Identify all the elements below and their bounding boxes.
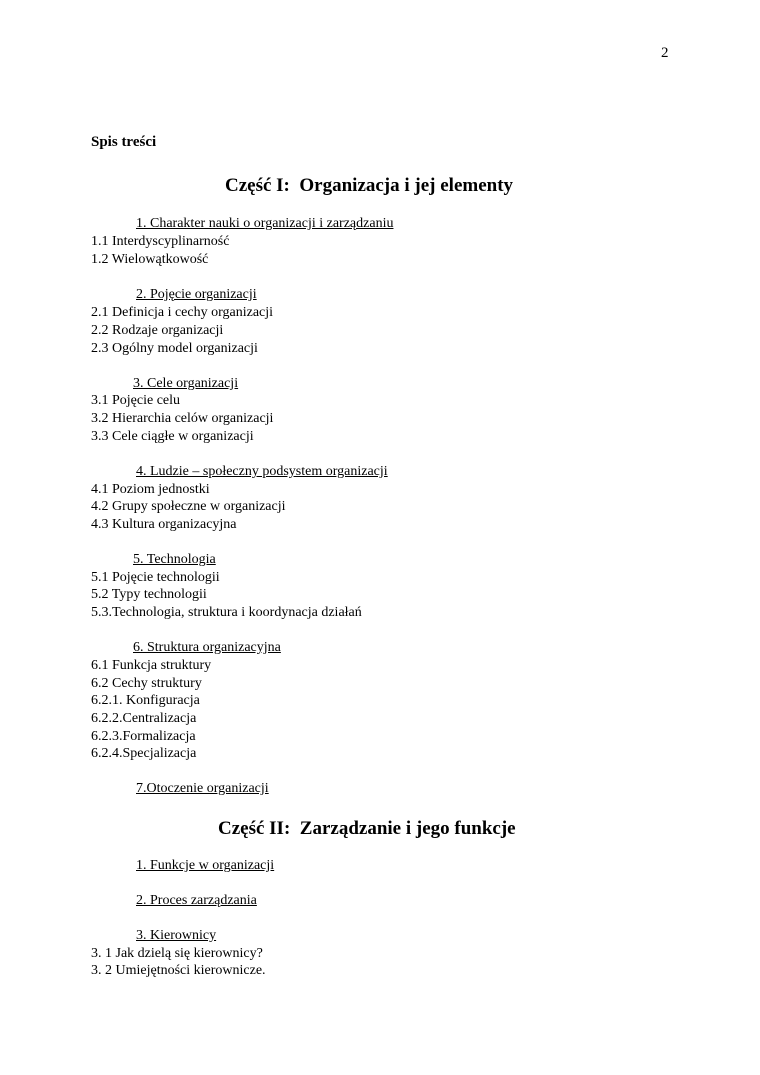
toc-item[interactable]: 5.3.Technologia, struktura i koordynacja działań xyxy=(91,605,362,620)
toc-item[interactable]: 4.1 Poziom jednostki xyxy=(91,482,210,497)
toc-item[interactable]: 4.3 Kultura organizacyjna xyxy=(91,517,237,532)
toc-item[interactable]: 3. 2 Umiejętności kierownicze. xyxy=(91,963,266,978)
chapter-3-title[interactable]: 3. Cele organizacji xyxy=(133,376,239,391)
chapter-7-title[interactable]: 7.Otoczenie organizacji xyxy=(136,781,269,796)
toc-item[interactable]: 5.2 Typy technologii xyxy=(91,587,207,602)
chapter-4-title[interactable]: 4. Ludzie – społeczny podsystem organizacji xyxy=(136,464,388,479)
part2-chapter-1-title[interactable]: 1. Funkcje w organizacji xyxy=(136,858,275,873)
chapter-6-title[interactable]: 6. Struktura organizacyjna xyxy=(133,640,281,655)
toc-item[interactable]: 3. 1 Jak dzielą się kierownicy? xyxy=(91,946,263,961)
toc-heading: Spis treści xyxy=(91,134,157,150)
part-2-title: Część II: Zarządzanie i jego funkcje xyxy=(218,818,516,839)
toc-item[interactable]: 6.1 Funkcja struktury xyxy=(91,658,212,673)
chapter-1-title[interactable]: 1. Charakter nauki o organizacji i zarządzaniu xyxy=(136,216,394,231)
part-1-title: Część I: Organizacja i jej elementy xyxy=(225,175,514,196)
toc-item[interactable]: 5.1 Pojęcie technologii xyxy=(91,570,220,585)
toc-item[interactable]: 6.2 Cechy struktury xyxy=(91,676,202,691)
chapter-5-title[interactable]: 5. Technologia xyxy=(133,552,216,567)
toc-item[interactable]: 6.2.1. Konfiguracja xyxy=(91,693,200,708)
toc-item[interactable]: 6.2.3.Formalizacja xyxy=(91,729,196,744)
part2-chapter-2-title[interactable]: 2. Proces zarządzania xyxy=(136,893,257,908)
toc-item[interactable]: 3.1 Pojęcie celu xyxy=(91,393,181,408)
toc-item[interactable]: 2.2 Rodzaje organizacji xyxy=(91,323,224,338)
toc-item[interactable]: 3.3 Cele ciągłe w organizacji xyxy=(91,429,254,444)
toc-item[interactable]: 1.2 Wielowątkowość xyxy=(91,252,209,267)
part2-chapter-3-title[interactable]: 3. Kierownicy xyxy=(136,928,217,943)
chapter-2-title[interactable]: 2. Pojęcie organizacji xyxy=(136,287,257,302)
toc-item[interactable]: 4.2 Grupy społeczne w organizacji xyxy=(91,499,286,514)
toc-item[interactable]: 6.2.4.Specjalizacja xyxy=(91,746,197,761)
page-number: 2 xyxy=(661,45,669,61)
toc-item[interactable]: 2.1 Definicja i cechy organizacji xyxy=(91,305,274,320)
toc-item[interactable]: 1.1 Interdyscyplinarność xyxy=(91,234,230,249)
toc-item[interactable]: 2.3 Ogólny model organizacji xyxy=(91,341,258,356)
toc-item[interactable]: 3.2 Hierarchia celów organizacji xyxy=(91,411,274,426)
toc-item[interactable]: 6.2.2.Centralizacja xyxy=(91,711,197,726)
